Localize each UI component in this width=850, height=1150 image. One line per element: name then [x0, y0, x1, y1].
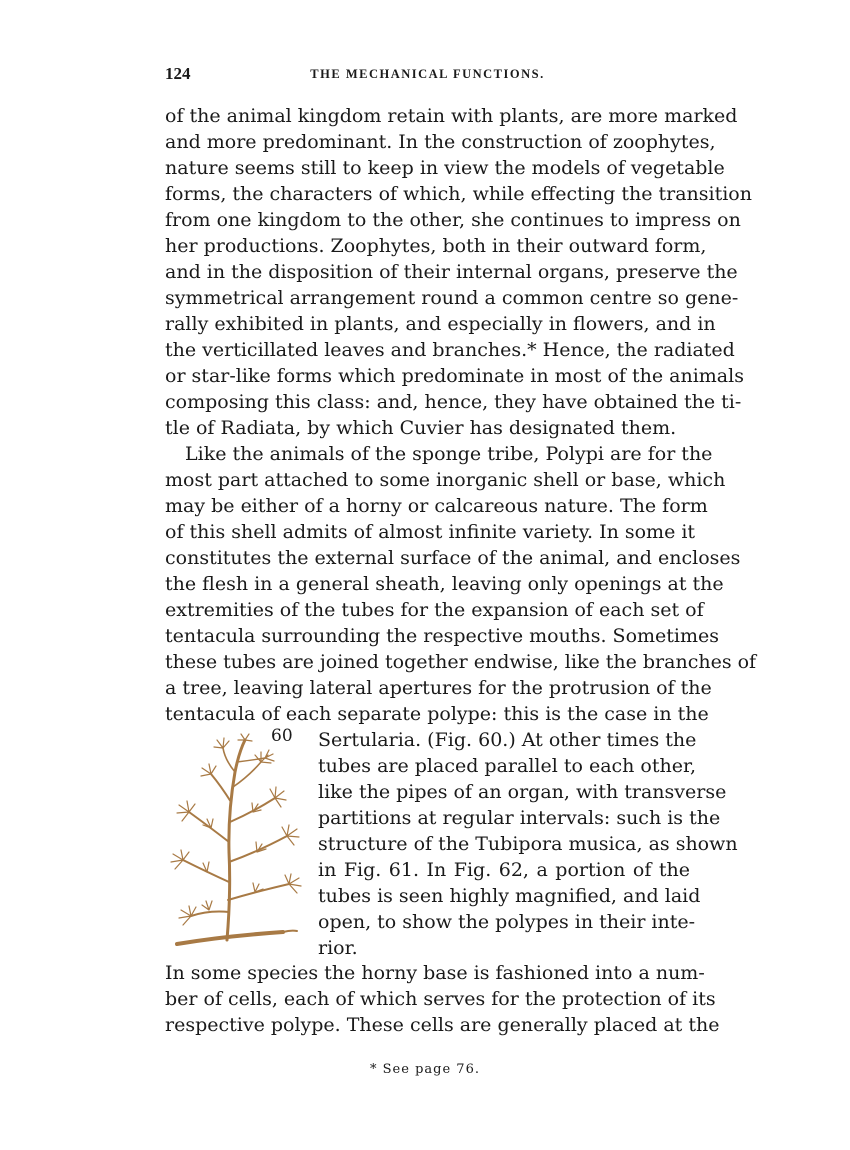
body-line: these tubes are joined together endwise, like the branches of [165, 651, 757, 673]
page-number: 124 [165, 64, 191, 83]
body-line: the flesh in a general sheath, leaving only openings at the [165, 573, 724, 595]
body-line: most part attached to some inorganic shell or base, which [165, 469, 726, 491]
running-head: THE MECHANICAL FUNCTIONS. [310, 67, 545, 81]
body-line: respective polype. These cells are generally placed at the [165, 1014, 720, 1036]
body-line: ber of cells, each of which serves for the protection of its [165, 988, 716, 1010]
body-line: extremities of the tubes for the expansion of each set of [165, 599, 704, 621]
body-line: from one kingdom to the other, she continues to impress on [165, 209, 741, 231]
body-line: of this shell admits of almost infinite variety. In some it [165, 521, 696, 543]
footnote: * See page 76. [370, 1062, 480, 1077]
figure-number: 60 [271, 726, 293, 746]
body-line: tentacula surrounding the respective mouths. Sometimes [165, 625, 719, 647]
body-line: constitutes the external surface of the animal, and encloses [165, 547, 741, 569]
figure-wrap-line: structure of the Tubipora musica, as shown [318, 833, 738, 855]
body-line: or star-like forms which predominate in most of the animals [165, 365, 744, 387]
sertularia-illustration [165, 732, 315, 954]
body-line: forms, the characters of which, while effecting the transition [165, 183, 752, 205]
body-line: of the animal kingdom retain with plants, are more marked [165, 105, 738, 127]
figure-wrap-line: tubes are placed parallel to each other, [318, 755, 697, 777]
body-line: In some species the horny base is fashioned into a num- [165, 962, 705, 984]
page-header [165, 64, 690, 88]
figure-wrap-line: partitions at regular intervals: such is the [318, 807, 721, 829]
body-line: Like the animals of the sponge tribe, Polypi are for the [185, 443, 713, 465]
body-line: the verticillated leaves and branches.* Hence, the radiated [165, 339, 735, 361]
body-line: a tree, leaving lateral apertures for the protrusion of the [165, 677, 712, 699]
body-line: composing this class: and, hence, they have obtained the ti- [165, 391, 742, 413]
figure-wrap-line: rior. [318, 937, 358, 959]
figure-wrap-line: like the pipes of an organ, with transverse [318, 781, 727, 803]
figure-wrap-line: tubes is seen highly magnified, and laid [318, 885, 701, 907]
figure-wrap-line: open, to show the polypes in their inte- [318, 911, 696, 933]
body-line: tle of Radiata, by which Cuvier has designated them. [165, 417, 677, 439]
figure-wrap-line: in Fig. 61. In Fig. 62, a portion of the [318, 859, 690, 881]
body-line: nature seems still to keep in view the models of vegetable [165, 157, 725, 179]
body-line: rally exhibited in plants, and especially in flowers, and in [165, 313, 716, 335]
body-line: symmetrical arrangement round a common centre so gene- [165, 287, 739, 309]
figure-wrap-line: Sertularia. (Fig. 60.) At other times the [318, 729, 697, 751]
body-line: and in the disposition of their internal organs, preserve the [165, 261, 738, 283]
body-line: may be either of a horny or calcareous nature. The form [165, 495, 708, 517]
body-line: and more predominant. In the construction of zoophytes, [165, 131, 716, 153]
body-line: her productions. Zoophytes, both in their outward form, [165, 235, 707, 257]
body-line: tentacula of each separate polype: this is the case in the [165, 703, 709, 725]
